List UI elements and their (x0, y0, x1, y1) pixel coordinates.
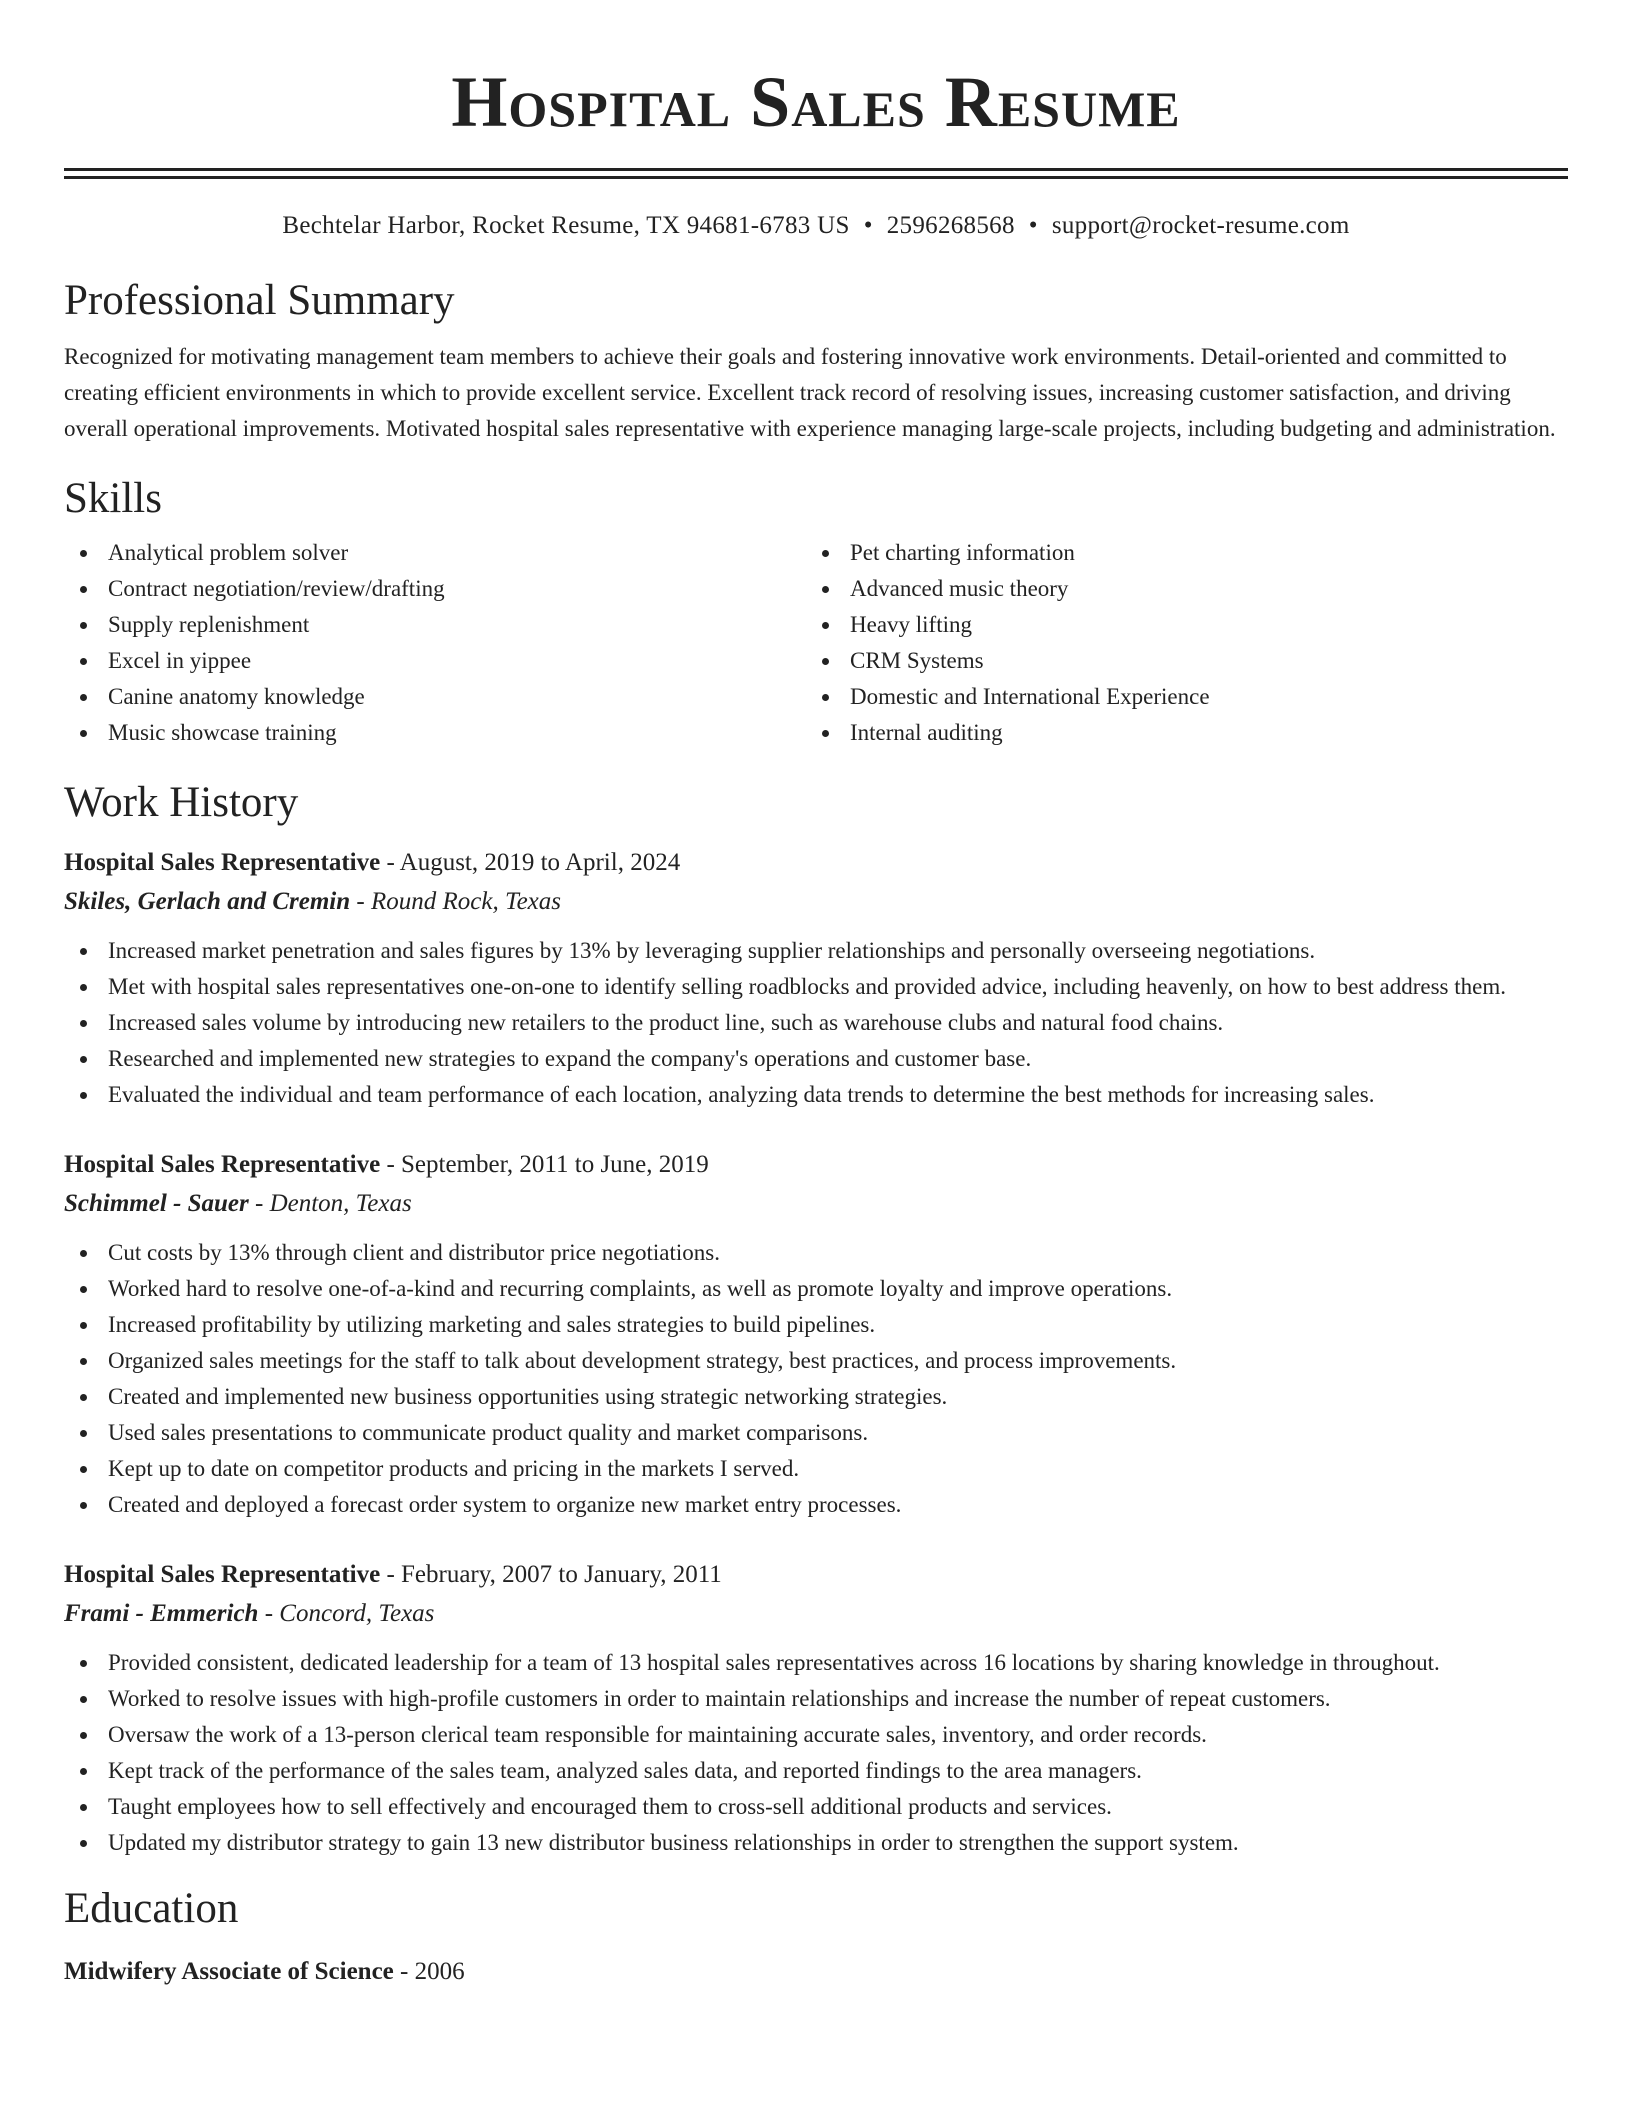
job-bullet: Worked hard to resolve one-of-a-kind and recurring complaints, as well as promote loyalty and improve operations. (64, 1271, 1568, 1307)
contact-separator: • (1028, 212, 1038, 239)
job-entry (64, 1555, 1568, 1861)
skill-item: Music showcase training (64, 715, 806, 751)
job-bullet: Organized sales meetings for the staff to talk about development strategy, best practices, and process improvements. (64, 1343, 1568, 1379)
job-bullet: Used sales presentations to communicate product quality and market comparisons. (64, 1415, 1568, 1451)
skill-item: Advanced music theory (806, 571, 1548, 607)
education-degree: Midwifery Associate of Science (64, 1958, 394, 1985)
skills-list-left (64, 535, 806, 751)
resume-title: Hospital Sales Resume (451, 62, 1181, 142)
job-company-line (64, 883, 1568, 921)
job-dates: - August, 2019 to April, 2024 (380, 849, 681, 876)
job-bullets (64, 1235, 1568, 1523)
job-bullet: Kept up to date on competitor products and pricing in the markets I served. (64, 1451, 1568, 1487)
job-bullet: Provided consistent, dedicated leadership for a team of 13 hospital sales representatives across 16 locations by sharing knowledge in throughout. (64, 1645, 1568, 1681)
job-location: - Denton, Texas (248, 1190, 412, 1217)
education-year: - 2006 (393, 1958, 465, 1985)
skill-item: CRM Systems (806, 643, 1548, 679)
contact-address: Bechtelar Harbor, Rocket Resume, TX 94681-6783 US (282, 212, 850, 239)
job-location: - Concord, Texas (258, 1600, 435, 1627)
job-bullet: Increased market penetration and sales figures by 13% by leveraging supplier relationships and personally overseeing negotiations. (64, 933, 1568, 969)
job-role: Hospital Sales Representative (64, 1151, 381, 1178)
job-bullet: Met with hospital sales representatives one-on-one to identify selling roadblocks and provided advice, including heavenly, on how to best address them. (64, 969, 1568, 1005)
contact-separator: • (863, 212, 873, 239)
job-title-line (64, 1555, 1568, 1595)
job-dates: - September, 2011 to June, 2019 (380, 1151, 709, 1178)
job-bullet: Taught employees how to sell effectively and encouraged them to cross-sell additional products and services. (64, 1789, 1568, 1825)
skill-item: Heavy lifting (806, 607, 1548, 643)
job-company: Schimmel - Sauer (64, 1190, 249, 1217)
job-bullets (64, 1645, 1568, 1861)
summary-section (64, 275, 1568, 447)
work-history-section (64, 777, 1568, 1861)
skill-item: Pet charting information (806, 535, 1548, 571)
job-company: Skiles, Gerlach and Cremin (64, 888, 351, 915)
job-bullet: Updated my distributor strategy to gain 13 new distributor business relationships in order to strengthen the support system. (64, 1825, 1568, 1861)
job-role: Hospital Sales Representative (64, 849, 381, 876)
contact-phone: 2596268568 (886, 212, 1015, 239)
job-company-line (64, 1185, 1568, 1223)
job-bullet: Created and implemented new business opportunities using strategic networking strategies. (64, 1379, 1568, 1415)
job-bullet: Increased profitability by utilizing marketing and sales strategies to build pipelines. (64, 1307, 1568, 1343)
job-bullet: Researched and implemented new strategies to expand the company's operations and customer base. (64, 1041, 1568, 1077)
job-company-line (64, 1595, 1568, 1633)
job-bullet: Created and deployed a forecast order system to organize new market entry processes. (64, 1487, 1568, 1523)
skill-item: Canine anatomy knowledge (64, 679, 806, 715)
skill-item: Internal auditing (806, 715, 1548, 751)
work-history-heading: Work History (64, 779, 299, 826)
job-role: Hospital Sales Representative (64, 1561, 381, 1588)
job-entry (64, 843, 1568, 1113)
summary-text: Recognized for motivating management team members to achieve their goals and fostering innovative work environments. Detail-oriented and committed to creating efficient environments in which to provide excellent service. Excellent track record of resolving issues, increasing customer satisfaction, and driving overall operational improvements. Motivated hospital sales representative with experience managing large-scale projects, including budgeting and administration. (64, 344, 1556, 441)
skills-columns (64, 535, 1568, 751)
job-entry (64, 1145, 1568, 1523)
skill-item: Domestic and International Experience (806, 679, 1548, 715)
summary-heading: Professional Summary (64, 277, 455, 324)
job-title-line (64, 843, 1568, 883)
job-bullet: Kept track of the performance of the sales team, analyzed sales data, and reported findings to the area managers. (64, 1753, 1568, 1789)
job-bullet: Increased sales volume by introducing new retailers to the product line, such as warehouse clubs and natural food chains. (64, 1005, 1568, 1041)
job-dates: - February, 2007 to January, 2011 (380, 1561, 722, 1588)
job-bullets (64, 933, 1568, 1113)
education-heading: Education (64, 1885, 239, 1932)
job-bullet: Worked to resolve issues with high-profile customers in order to maintain relationships and increase the number of repeat customers. (64, 1681, 1568, 1717)
skill-item: Supply replenishment (64, 607, 806, 643)
resume-page (64, 0, 1568, 1991)
job-bullet: Cut costs by 13% through client and distributor price negotiations. (64, 1235, 1568, 1271)
education-section (64, 1883, 1568, 1991)
contact-line (64, 209, 1568, 243)
skills-heading: Skills (64, 475, 162, 522)
education-entry (64, 1953, 1568, 1991)
skill-item: Contract negotiation/review/drafting (64, 571, 806, 607)
job-bullet: Evaluated the individual and team performance of each location, analyzing data trends to determine the best methods for increasing sales. (64, 1077, 1568, 1113)
title-double-rule (64, 168, 1568, 179)
skill-item: Excel in yippee (64, 643, 806, 679)
skills-list-right (806, 535, 1548, 751)
job-title-line (64, 1145, 1568, 1185)
skill-item: Analytical problem solver (64, 535, 806, 571)
job-bullet: Oversaw the work of a 13-person clerical team responsible for maintaining accurate sales, inventory, and order records. (64, 1717, 1568, 1753)
job-company: Frami - Emmerich (64, 1600, 259, 1627)
job-location: - Round Rock, Texas (350, 888, 561, 915)
skills-section (64, 473, 1568, 751)
contact-email: support@rocket-resume.com (1051, 212, 1350, 239)
